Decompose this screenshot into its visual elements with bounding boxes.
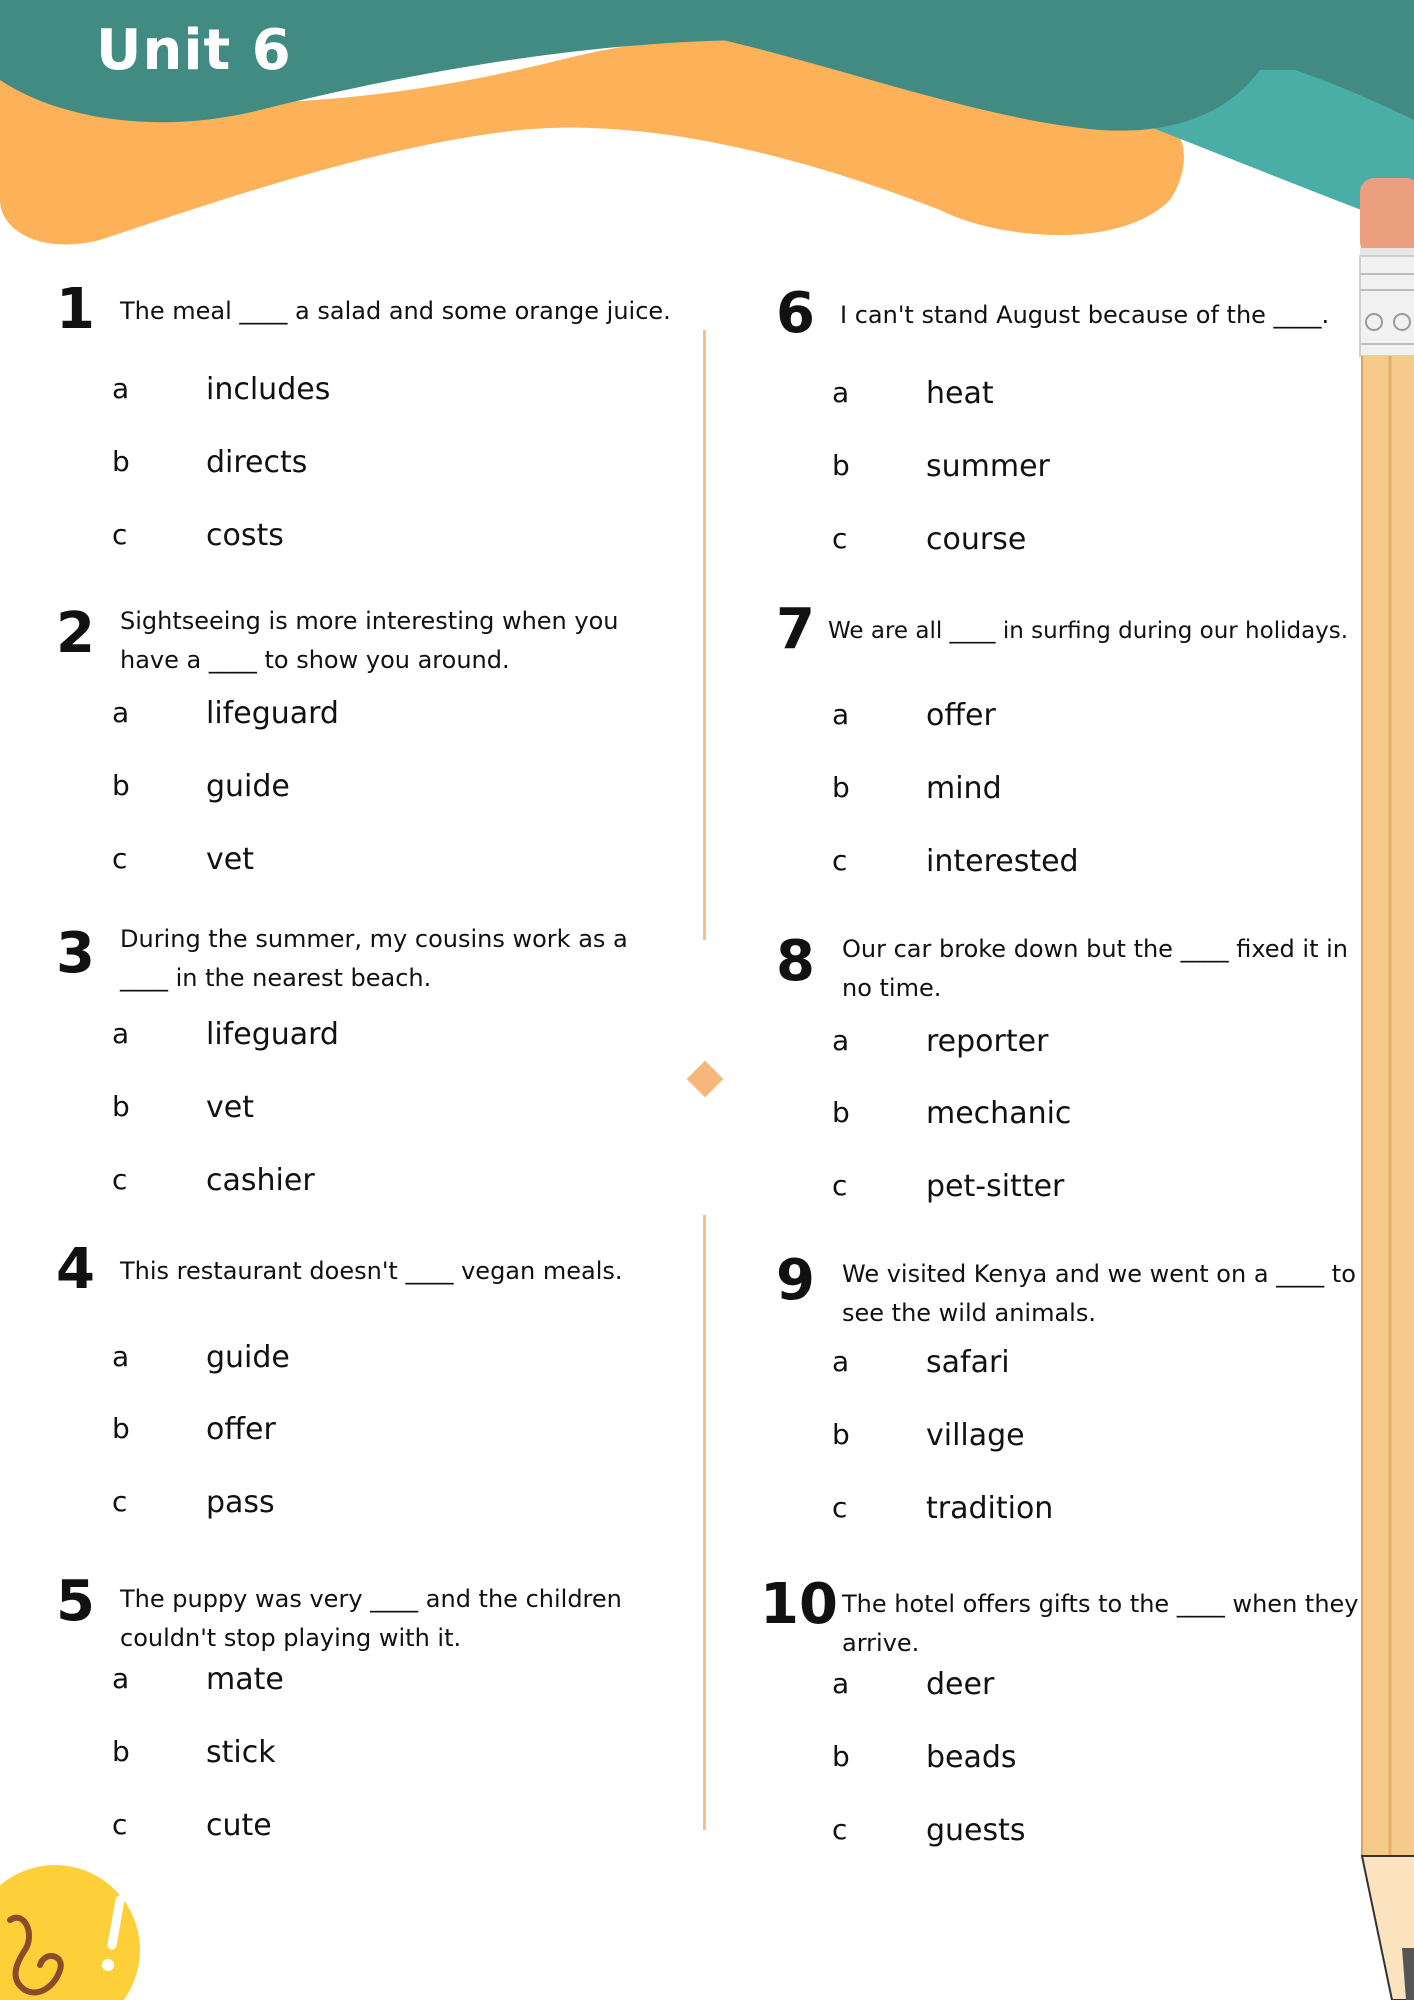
option-word: lifeguard <box>206 1017 339 1052</box>
question-text: I can't stand August because of the ____. <box>840 301 1330 329</box>
option-letter: a <box>112 696 130 729</box>
option-word: beads <box>926 1740 1017 1775</box>
question-text: We visited Kenya and we went on a ____ to see the wild animals. <box>842 1260 1356 1327</box>
option-word: course <box>926 522 1027 557</box>
diamond-icon <box>687 1061 724 1098</box>
option-letter: a <box>112 1662 130 1695</box>
option-word: mate <box>206 1662 284 1697</box>
column-divider-top <box>703 330 706 940</box>
option-letter: a <box>832 1667 850 1700</box>
option-letter: b <box>112 769 130 802</box>
option-letter: a <box>832 1024 850 1057</box>
question-number: 8 <box>776 929 815 994</box>
option-word: guests <box>926 1813 1026 1848</box>
column-divider-bottom <box>703 1215 706 1830</box>
option-letter: a <box>832 1345 850 1378</box>
option-word: cashier <box>206 1163 315 1198</box>
option-letter: c <box>832 844 848 877</box>
question-text: This restaurant doesn't ____ vegan meals. <box>120 1257 623 1285</box>
option-word: pass <box>206 1485 275 1520</box>
option-word: vet <box>206 1090 254 1125</box>
option-letter: c <box>832 522 848 555</box>
question-text: The puppy was very ____ and the children couldn't stop playing with it. <box>120 1585 622 1652</box>
option-letter: b <box>832 1418 850 1451</box>
option-word: mechanic <box>926 1096 1072 1131</box>
option-letter: b <box>112 1735 130 1768</box>
question-text: The meal ____ a salad and some orange juice. <box>120 297 671 325</box>
option-word: deer <box>926 1667 995 1702</box>
option-word: guide <box>206 1340 290 1375</box>
option-word: guide <box>206 769 290 804</box>
option-letter: a <box>832 698 850 731</box>
option-word: heat <box>926 376 994 411</box>
option-word: pet-sitter <box>926 1169 1065 1204</box>
option-word: tradition <box>926 1491 1054 1526</box>
question-text: We are all ____ in surfing during our holidays. <box>828 618 1349 644</box>
question-number: 2 <box>56 601 95 666</box>
option-letter: b <box>832 1740 850 1773</box>
question-number: 3 <box>56 921 95 986</box>
option-word: stick <box>206 1735 276 1770</box>
pencil-icon <box>1352 178 1414 2000</box>
question-number: 7 <box>776 597 815 662</box>
option-word: includes <box>206 372 331 407</box>
question-text: The hotel offers gifts to the ____ when they arrive. <box>842 1590 1359 1657</box>
option-word: costs <box>206 518 284 553</box>
option-word: offer <box>206 1412 276 1447</box>
option-word: lifeguard <box>206 696 339 731</box>
option-letter: b <box>112 1090 130 1123</box>
option-word: vet <box>206 842 254 877</box>
option-word: mind <box>926 771 1002 806</box>
question-number: 4 <box>56 1237 95 1302</box>
question-number: 1 <box>56 277 95 342</box>
option-letter: b <box>832 771 850 804</box>
option-letter: c <box>112 518 128 551</box>
option-word: village <box>926 1418 1025 1453</box>
option-letter: c <box>112 842 128 875</box>
option-letter: b <box>832 1096 850 1129</box>
question-text: Sightseeing is more interesting when you have a ____ to show you around. <box>120 607 619 674</box>
option-letter: c <box>832 1813 848 1846</box>
option-word: interested <box>926 844 1079 879</box>
question-number: 10 <box>760 1572 838 1637</box>
question-text: During the summer, my cousins work as a ____ in the nearest beach. <box>120 925 628 992</box>
option-letter: c <box>832 1169 848 1202</box>
question-text: Our car broke down but the ____ fixed it in no time. <box>842 935 1349 1002</box>
option-letter: c <box>112 1163 128 1196</box>
option-word: safari <box>926 1345 1010 1380</box>
question-number: 6 <box>776 281 815 346</box>
option-letter: a <box>112 1017 130 1050</box>
option-letter: b <box>832 449 850 482</box>
option-word: summer <box>926 449 1050 484</box>
option-word: reporter <box>926 1024 1049 1059</box>
option-letter: c <box>832 1491 848 1524</box>
option-word: directs <box>206 445 308 480</box>
squiggle-sticker-icon <box>0 1850 150 2000</box>
option-letter: b <box>112 1412 130 1445</box>
option-word: cute <box>206 1808 272 1843</box>
option-word: offer <box>926 698 996 733</box>
unit-title: Unit 6 <box>96 18 292 83</box>
question-number: 5 <box>56 1569 95 1634</box>
option-letter: c <box>112 1808 128 1841</box>
option-letter: a <box>112 372 130 405</box>
option-letter: a <box>832 376 850 409</box>
option-letter: c <box>112 1485 128 1518</box>
option-letter: b <box>112 445 130 478</box>
option-letter: a <box>112 1340 130 1373</box>
question-number: 9 <box>776 1248 815 1313</box>
